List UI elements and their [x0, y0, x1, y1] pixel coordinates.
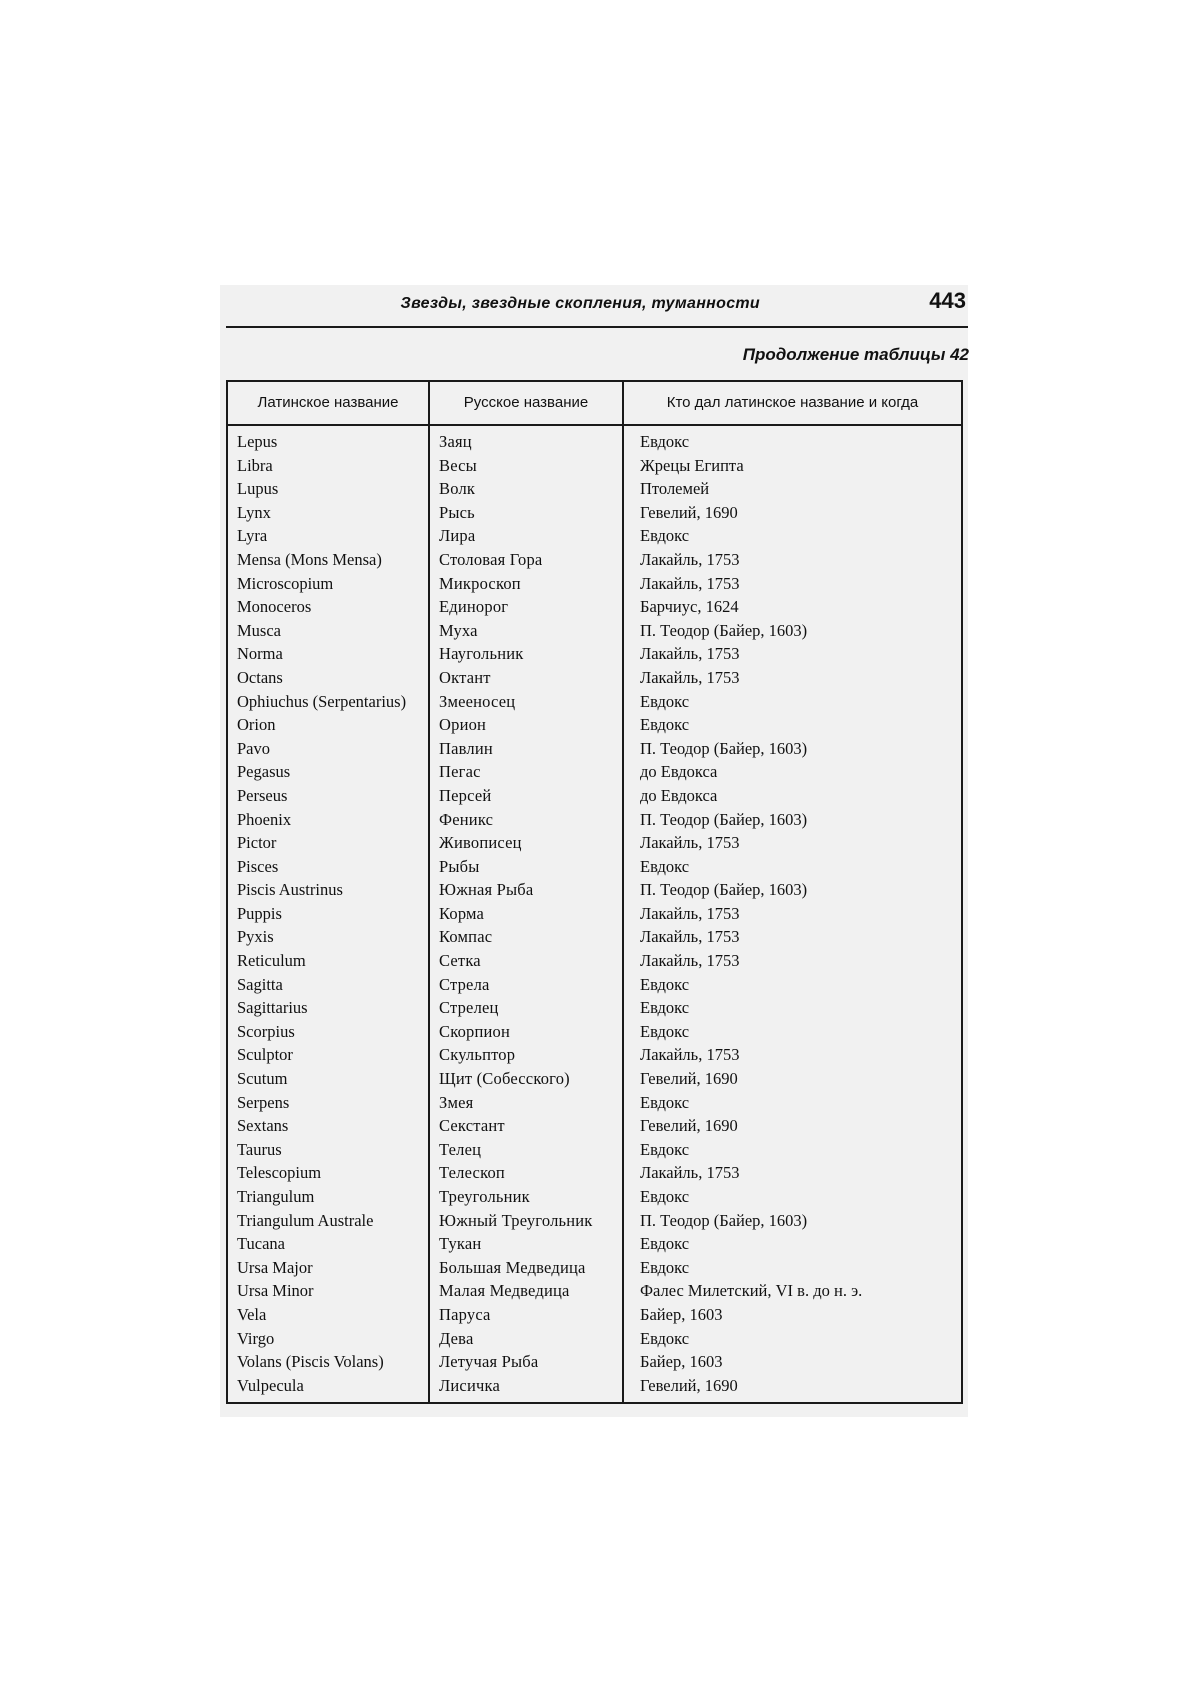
table-row [228, 1279, 961, 1303]
cell-latin-name: Orion [237, 715, 276, 735]
cell-latin-name: Taurus [237, 1139, 282, 1159]
table-row [228, 784, 961, 808]
cell-latin-name: Libra [237, 455, 273, 475]
table-row [228, 572, 961, 596]
cell-latin-name: Pisces [237, 856, 279, 876]
cell-author: Евдокс [640, 856, 690, 876]
cell-latin-name: Musca [237, 620, 281, 640]
cell-author: Лакайль, 1753 [640, 549, 740, 569]
cell-russian-name: Павлин [439, 738, 493, 758]
running-title: Звезды, звездные скопления, туманности [400, 295, 760, 312]
cell-author: Гевелий, 1690 [640, 502, 738, 522]
cell-russian-name: Стрела [439, 974, 490, 994]
table-row [228, 1232, 961, 1256]
cell-latin-name: Pictor [237, 833, 277, 853]
cell-russian-name: Змея [439, 1092, 474, 1112]
cell-author: Евдокс [640, 432, 690, 451]
cell-latin-name: Perseus [237, 785, 288, 805]
cell-russian-name: Стрелец [439, 998, 499, 1018]
table-row [228, 1209, 961, 1233]
cell-latin-name: Mensa (Mons Mensa) [237, 549, 382, 569]
cell-author: Лакайль, 1753 [640, 1045, 740, 1065]
cell-author: Евдокс [640, 1092, 690, 1112]
cell-author: Евдокс [640, 691, 690, 711]
table-row [228, 430, 961, 454]
table-row [228, 454, 961, 478]
cell-latin-name: Telescopium [237, 1163, 322, 1183]
cell-latin-name: Volans (Piscis Volans) [237, 1352, 384, 1372]
cell-author: Птолемей [640, 479, 710, 499]
cell-author: Лакайль, 1753 [640, 951, 740, 971]
cell-russian-name: Лисичка [439, 1375, 500, 1395]
cell-russian-name: Большая Медведица [439, 1257, 586, 1277]
cell-russian-name: Октант [439, 667, 491, 687]
table-row [228, 1303, 961, 1327]
cell-latin-name: Norma [237, 644, 283, 664]
cell-russian-name: Щит (Собесского) [439, 1069, 570, 1089]
table-row [228, 878, 961, 902]
cell-latin-name: Lyra [237, 526, 268, 546]
cell-latin-name: Vela [237, 1304, 267, 1324]
cell-author: П. Теодор (Байер, 1603) [640, 620, 808, 640]
cell-russian-name: Малая Медведица [439, 1281, 570, 1301]
cell-author: Лакайль, 1753 [640, 573, 740, 593]
cell-author: до Евдокса [640, 785, 718, 805]
table-row [228, 477, 961, 501]
cell-latin-name: Triangulum Australe [237, 1210, 374, 1230]
page-number: 443 [929, 288, 966, 313]
cell-author: П. Теодор (Байер, 1603) [640, 880, 808, 900]
cell-russian-name: Персей [439, 785, 492, 805]
table-row [228, 642, 961, 666]
cell-russian-name: Телескоп [439, 1163, 505, 1183]
cell-russian-name: Дева [439, 1328, 474, 1348]
cell-author: П. Теодор (Байер, 1603) [640, 809, 808, 829]
cell-latin-name: Reticulum [237, 951, 306, 971]
cell-russian-name: Пегас [439, 762, 481, 782]
cell-russian-name: Летучая Рыба [439, 1352, 539, 1372]
table-row [228, 1327, 961, 1351]
cell-latin-name: Lupus [237, 479, 279, 499]
cell-author: Евдокс [640, 1234, 690, 1254]
cell-author: до Евдокса [640, 762, 718, 782]
cell-russian-name: Лира [439, 526, 476, 546]
table-header-row [228, 382, 961, 426]
cell-russian-name: Южная Рыба [439, 880, 534, 900]
cell-russian-name: Живописец [439, 833, 522, 853]
cell-russian-name: Столовая Гора [439, 549, 543, 569]
cell-russian-name: Микроскоп [439, 573, 521, 593]
cell-russian-name: Скульптор [439, 1045, 516, 1065]
table-row [228, 501, 961, 525]
cell-russian-name: Муха [439, 620, 478, 640]
cell-author: Барчиус, 1624 [640, 597, 739, 617]
column-header-author: Кто дал латинское название и когда [666, 394, 919, 411]
page-header [226, 288, 968, 328]
cell-russian-name: Сетка [439, 951, 481, 971]
table-row [228, 949, 961, 973]
table-row [228, 808, 961, 832]
cell-author: Лакайль, 1753 [640, 927, 740, 947]
table-body [228, 430, 961, 1397]
cell-author: Лакайль, 1753 [640, 667, 740, 687]
table-row [228, 713, 961, 737]
cell-latin-name: Sextans [237, 1116, 289, 1136]
table-row [228, 902, 961, 926]
cell-russian-name: Орион [439, 715, 487, 735]
cell-author: Евдокс [640, 526, 690, 546]
cell-russian-name: Южный Треугольник [439, 1210, 593, 1230]
cell-author: Евдокс [640, 1257, 690, 1277]
cell-latin-name: Phoenix [237, 809, 292, 829]
cell-russian-name: Тукан [439, 1234, 482, 1254]
cell-author: Евдокс [640, 974, 690, 994]
table-row [228, 996, 961, 1020]
table-row [228, 690, 961, 714]
cell-author: Лакайль, 1753 [640, 1163, 740, 1183]
table-row [228, 1114, 961, 1138]
cell-russian-name: Единорог [439, 597, 509, 617]
cell-latin-name: Sagitta [237, 974, 283, 994]
cell-author: Гевелий, 1690 [640, 1069, 738, 1089]
cell-latin-name: Puppis [237, 903, 282, 923]
cell-russian-name: Компас [439, 927, 493, 947]
cell-russian-name: Секстант [439, 1116, 505, 1136]
cell-latin-name: Pyxis [237, 927, 274, 947]
table-row [228, 925, 961, 949]
table-row [228, 1350, 961, 1374]
cell-latin-name: Ursa Minor [237, 1281, 314, 1301]
cell-latin-name: Scorpius [237, 1021, 295, 1041]
constellation-table [226, 380, 963, 1404]
table-row [228, 973, 961, 997]
table-row [228, 1091, 961, 1115]
cell-russian-name: Телец [439, 1139, 482, 1159]
cell-author: Лакайль, 1753 [640, 644, 740, 664]
cell-latin-name: Lepus [237, 432, 278, 451]
cell-russian-name: Наугольник [439, 644, 524, 664]
cell-russian-name: Треугольник [439, 1187, 530, 1206]
cell-latin-name: Lynx [237, 502, 271, 522]
table-row [228, 831, 961, 855]
cell-latin-name: Sculptor [237, 1045, 293, 1065]
cell-author: Евдокс [640, 1021, 690, 1041]
cell-russian-name: Весы [439, 455, 477, 475]
cell-russian-name: Заяц [439, 432, 472, 451]
table-row [228, 548, 961, 572]
cell-russian-name: Змееносец [439, 691, 516, 711]
table-row [228, 737, 961, 761]
cell-author: Фалес Милетский, VI в. до н. э. [640, 1281, 863, 1301]
table-row [228, 619, 961, 643]
cell-latin-name: Serpens [237, 1092, 290, 1112]
cell-author: Евдокс [640, 1328, 690, 1348]
cell-author: Байер, 1603 [640, 1352, 723, 1372]
cell-author: П. Теодор (Байер, 1603) [640, 738, 808, 758]
table-row [228, 524, 961, 548]
cell-author: Байер, 1603 [640, 1304, 723, 1324]
cell-latin-name: Ophiuchus (Serpentarius) [237, 691, 407, 711]
table-row [228, 666, 961, 690]
table-row [228, 1374, 961, 1398]
cell-author: Евдокс [640, 998, 690, 1018]
cell-latin-name: Sagittarius [237, 998, 308, 1018]
table-row [228, 1161, 961, 1185]
cell-author: Лакайль, 1753 [640, 833, 740, 853]
cell-author: Гевелий, 1690 [640, 1116, 738, 1136]
cell-latin-name: Microscopium [237, 573, 334, 593]
cell-russian-name: Корма [439, 903, 485, 923]
cell-author: П. Теодор (Байер, 1603) [640, 1210, 808, 1230]
cell-russian-name: Феникс [439, 809, 494, 829]
cell-author: Жрецы Египта [640, 455, 744, 475]
column-header-latin: Латинское название [257, 394, 399, 411]
cell-author: Гевелий, 1690 [640, 1375, 738, 1395]
cell-latin-name: Triangulum [237, 1187, 315, 1206]
table-row [228, 1043, 961, 1067]
table-row [228, 855, 961, 879]
cell-russian-name: Паруса [439, 1304, 491, 1324]
cell-author: Лакайль, 1753 [640, 903, 740, 923]
cell-latin-name: Vulpecula [237, 1375, 304, 1395]
table-continuation-label: Продолжение таблицы 42 [742, 345, 969, 364]
column-header-russian: Русское название [463, 394, 589, 411]
cell-latin-name: Piscis Austrinus [237, 880, 343, 900]
cell-latin-name: Pegasus [237, 762, 291, 782]
table-row [228, 1067, 961, 1091]
cell-latin-name: Pavo [237, 738, 270, 758]
cell-russian-name: Рысь [439, 502, 475, 522]
cell-russian-name: Скорпион [439, 1021, 511, 1041]
cell-russian-name: Рыбы [439, 856, 480, 876]
cell-latin-name: Ursa Major [237, 1257, 313, 1277]
table-row [228, 760, 961, 784]
cell-latin-name: Tucana [237, 1234, 285, 1254]
cell-russian-name: Волк [439, 479, 476, 499]
table-row [228, 1185, 961, 1209]
cell-author: Евдокс [640, 715, 690, 735]
cell-latin-name: Monoceros [237, 597, 312, 617]
cell-latin-name: Virgo [237, 1328, 275, 1348]
cell-latin-name: Octans [237, 667, 283, 687]
table-row [228, 1256, 961, 1280]
table-row [228, 595, 961, 619]
table-row [228, 1020, 961, 1044]
cell-latin-name: Scutum [237, 1069, 288, 1089]
cell-author: Евдокс [640, 1139, 690, 1159]
table-row [228, 1138, 961, 1162]
cell-author: Евдокс [640, 1187, 690, 1206]
